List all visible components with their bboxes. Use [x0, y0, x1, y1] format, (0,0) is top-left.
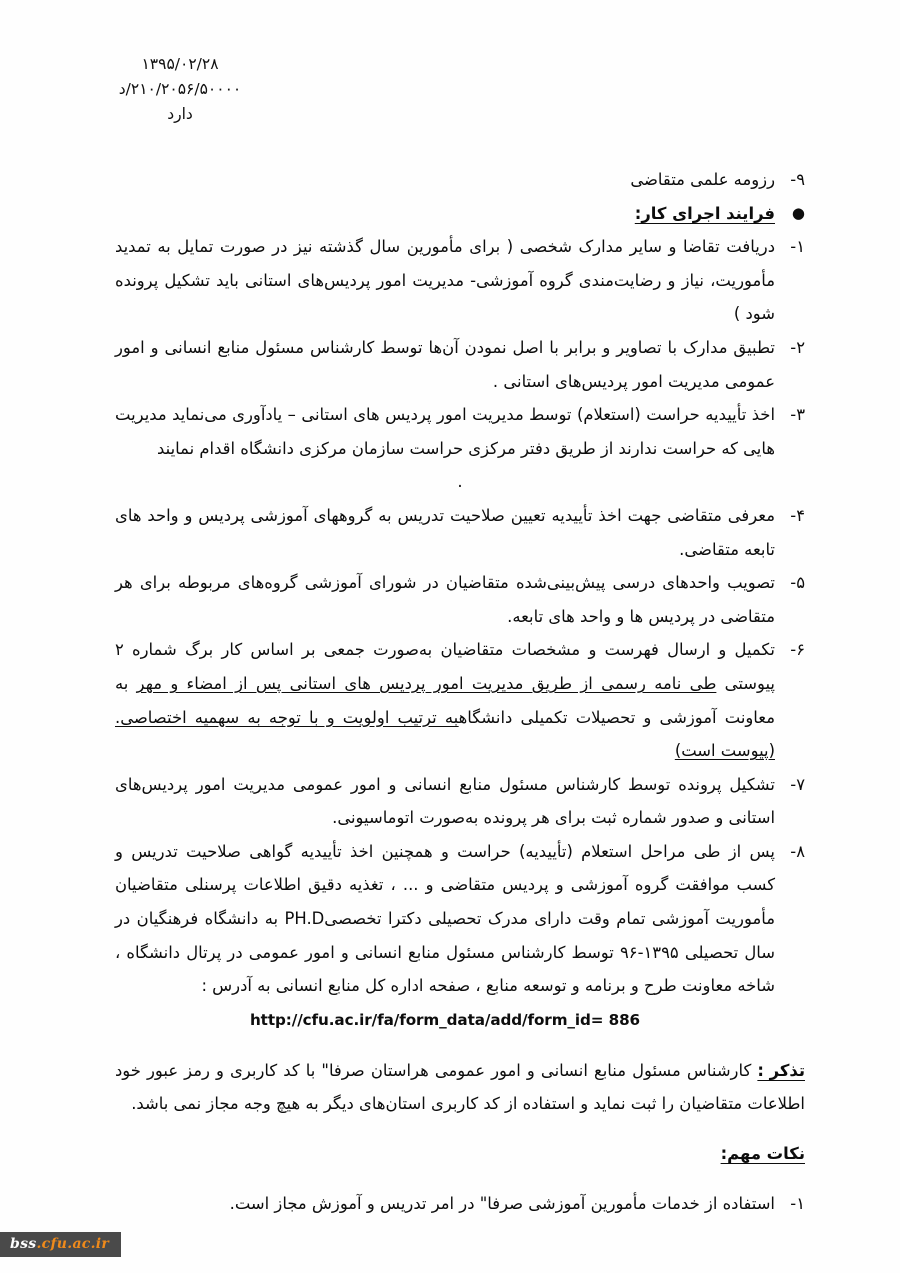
- step-6-part-1: تکمیل و ارسال فهرست و مشخصات متقاضیان به‌صورت جمعی بر اساس کار برگ شماره ۲ پیوستی: [115, 640, 775, 693]
- list-marker: ۱-: [790, 1194, 805, 1214]
- list-marker: ۲-: [790, 337, 805, 357]
- list-marker: ۷-: [790, 774, 805, 794]
- list-item-text: [115, 230, 775, 331]
- list-item-step-5: [115, 566, 805, 633]
- list-item-step-2: [115, 331, 805, 398]
- step-3-text: اخذ تأییدیه حراست (استعلام) توسط مدیریت امور پردیس های استانی – یادآوری می‌نماید مدیریت هایی که حراست ندارند از طریق دفتر مرکزی حراست سازمان مرکزی دانشگاه اقدام نمایند: [115, 405, 775, 458]
- letterhead-date: ۱۳۹۵/۰۲/۲۸: [141, 55, 219, 73]
- note-block: [115, 1054, 805, 1121]
- process-heading-row: [115, 197, 805, 231]
- important-notes-section: [115, 1137, 805, 1221]
- watermark-prefix: bss: [10, 1236, 37, 1252]
- list-item-text: [115, 633, 775, 767]
- list-item-step-8: [115, 835, 805, 1038]
- important-notes-title: نکات مهم:: [720, 1144, 805, 1164]
- watermark-badge: [0, 1232, 121, 1257]
- step-8-degree-abbreviation: PH.D: [284, 909, 325, 929]
- step-5-text: تصویب واحدهای درسی پیش‌بینی‌شده متقاضیان در شورای آموزشی گروه‌های مربوطه برای هر متقاضی در پردیس ها و واحد های تابعه.: [115, 573, 775, 626]
- list-item-text: [115, 499, 775, 566]
- step-8-part-2: به دانشگاه فرهنگیان در سال تحصیلی ۱۳۹۵-۹۶ توسط کارشناس مسئول منابع انسانی و امور عمومی در پرتال دانشگاه ، شاخه معاونت طرح و برنامه و توسعه منابع ، صفحه اداره کل منابع انسانی به آدرس :: [115, 909, 775, 996]
- list-item-step-4: [115, 499, 805, 566]
- step-8-part-1: پس از طی مراحل استعلام (تأییدیه) حراست و همچنین اخذ تأییدیه گواهی صلاحیت تدریس و کسب موافقت گروه آموزشی و پردیس متقاضی و ... ، تغذیه دقیق اطلاعات پرسنلی متقاضیان مأموریت آموزشی تمام وقت دارای مدرک تحصیلی دکترا تخصصی: [115, 841, 775, 929]
- note-label: تذکر :: [757, 1060, 805, 1080]
- list-item-text: [115, 331, 775, 398]
- item-9-text: رزومه علمی متقاضی: [630, 170, 775, 189]
- note-text: کارشناس مسئول منابع انسانی و امور عمومی هراستان صرفا" با کد کاربری و رمز عبور خود اطلاعات متقاضیان را ثبت نماید و استفاده از کد کاربری استان‌های دیگر به هیچ وجه مجاز نمی باشد.: [115, 1060, 805, 1114]
- process-heading-title: فرایند اجرای کار:: [634, 203, 775, 223]
- form-url-link[interactable]: http://cfu.ac.ir/fa/form_data/add/form_id= 886: [249, 1010, 641, 1029]
- list-marker: ۸-: [790, 841, 805, 861]
- letterhead-reference-number: ۲۱۰/۲۰۵۶/۵۰۰۰۰/د: [118, 80, 242, 98]
- list-marker: ۱-: [790, 237, 805, 257]
- list-item-step-3: [115, 398, 805, 465]
- standalone-period: .: [457, 472, 463, 492]
- list-item-step-1: [115, 230, 805, 331]
- important-notes-title-line: [115, 1137, 805, 1171]
- list-item-text: [115, 163, 775, 197]
- list-marker: ۳-: [790, 405, 805, 425]
- step-4-text: معرفی متقاضی جهت اخذ تأییدیه تعیین صلاحیت تدریس به گروههای آموزشی پردیس و واحد های تابعه متقاضی.: [115, 505, 775, 559]
- step-7-text: تشکیل پرونده توسط کارشناس مسئول منابع انسانی و امور عمومی مدیریت امور پردیس‌های استانی و صدور شماره ثبت برای هر پرونده به‌صورت اتوماسیونی.: [115, 774, 775, 828]
- list-item-9: [115, 163, 805, 197]
- step-6-underlined-part-2: طی نامه رسمی از طریق مدیریت امور پردیس های استانی پس از امضاء و مهر: [136, 673, 717, 693]
- note-paragraph: [115, 1054, 805, 1121]
- list-item-text: [115, 1187, 775, 1221]
- list-item-text: [115, 768, 775, 835]
- list-item-text: [115, 398, 775, 465]
- step-2-text: تطبیق مدارک با تصاویر و برابر با اصل نمودن آن‌ها توسط کارشناس مسئول منابع انسانی و امور عمومی مدیریت امور پردیس‌های استانی .: [115, 337, 775, 391]
- list-marker: ۹-: [790, 170, 805, 189]
- list-marker: ۵-: [790, 573, 805, 593]
- step-6-part-3: به معاونت آموزشی و تحصیلات تکمیلی دانشگاه: [115, 673, 775, 727]
- process-heading-content: [115, 197, 775, 231]
- step-8-url-line: [115, 1003, 775, 1038]
- list-item-text: [115, 566, 775, 633]
- list-item-text: [115, 835, 775, 1038]
- step-6-underlined-part-4: به ترتیب اولویت و با توجه به سهمیه اختصاصی. (پیوست است): [115, 707, 775, 761]
- watermark-domain: cfu.ac.ir: [41, 1236, 110, 1252]
- bullet-icon: ●: [791, 203, 805, 222]
- list-item-step-7: [115, 768, 805, 835]
- document-body: [115, 163, 805, 1221]
- important-note-item-1: [115, 1187, 805, 1221]
- important-note-1-text: استفاده از خدمات مأمورین آموزشی صرفا" در امر تدریس و آموزش مجاز است.: [229, 1194, 775, 1214]
- letterhead: [30, 52, 330, 127]
- step-6-text: [115, 633, 775, 767]
- list-marker: ۶-: [790, 640, 805, 660]
- list-item-step-6: [115, 633, 805, 767]
- step-8-text: [115, 835, 775, 1003]
- step-1-text: دریافت تقاضا و سایر مدارک شخصی ( برای مأمورین سال گذشته نیز در صورت تمایل به تمدید مأموریت، نیاز و رضایت‌مندی گروه آموزشی- مدیریت امور پردیس‌های استانی باید تشکیل پرونده شود ): [115, 237, 775, 324]
- list-marker: ۴-: [790, 505, 805, 525]
- watermark-dot: .: [36, 1236, 42, 1252]
- letterhead-attachment: دارد: [167, 105, 193, 123]
